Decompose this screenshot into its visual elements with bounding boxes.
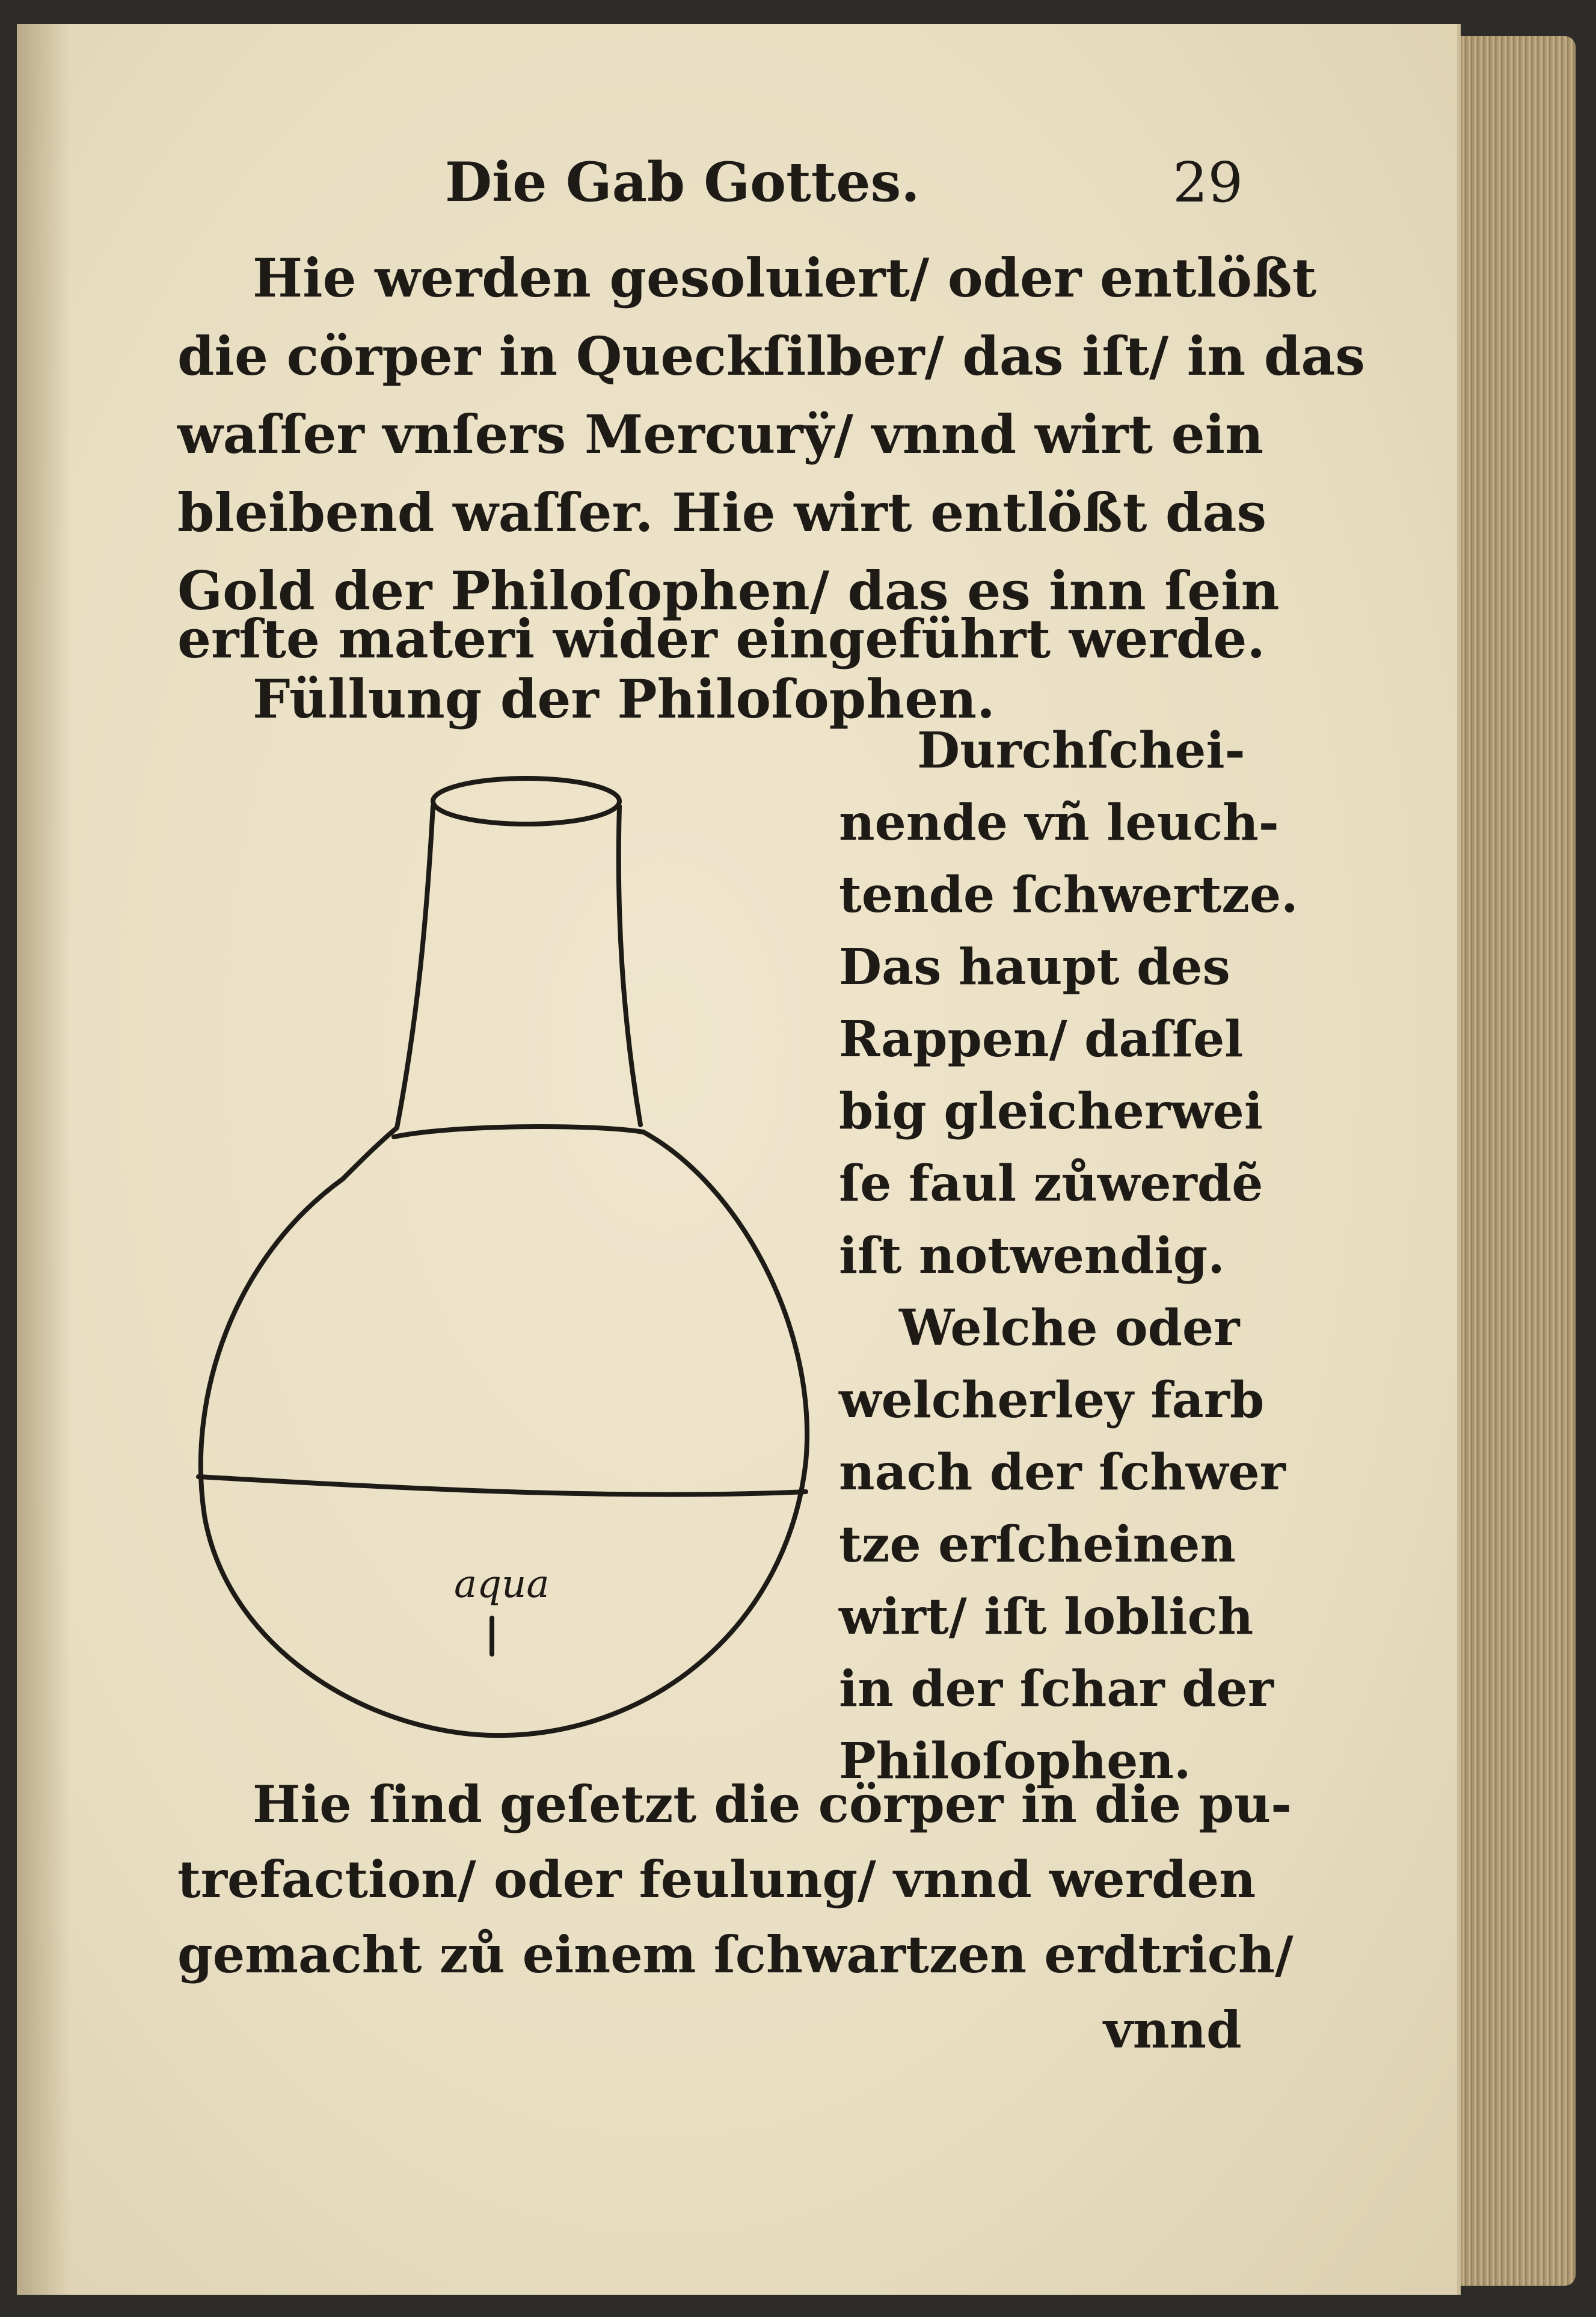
figure-title: Füllung der Philoſophen. xyxy=(253,668,995,730)
side-text-line: Durchſchei- xyxy=(917,722,1245,780)
side-text-line: big gleicherwei xyxy=(839,1083,1263,1140)
side-text-line: Das haupt des xyxy=(839,938,1230,996)
body-line: die cörper in Queckſilber/ das iſt/ in das xyxy=(177,325,1365,387)
body-line: bleibend waſſer. Hie wirt entlößt das xyxy=(177,481,1267,544)
flask-label: aqua xyxy=(454,1562,550,1607)
catchword: vnnd xyxy=(1103,2000,1242,2060)
side-text-line: nende vñ leuch- xyxy=(839,794,1279,852)
side-text-line: welcherley farb xyxy=(839,1371,1265,1429)
side-text-line: tende ſchwertze. xyxy=(839,866,1298,924)
body-line: waſſer vnſers Mercurÿ/ vnnd wirt ein xyxy=(177,403,1264,466)
side-text-line: nach der ſchwer xyxy=(839,1444,1286,1501)
body-line: gemacht zů einem ſchwartzen erdtrich/ xyxy=(177,1925,1294,1984)
body-line: Gold der Philoſophen/ das es inn ſein xyxy=(177,559,1280,622)
body-line: Hie werden gesoluiert/ oder entlößt xyxy=(253,247,1317,309)
page-number: 29 xyxy=(1173,150,1244,215)
side-text-line: iſt notwendig. xyxy=(839,1227,1225,1285)
body-line: trefaction/ oder feulung/ vnnd werden xyxy=(177,1850,1256,1909)
flask-illustration xyxy=(180,764,830,1762)
side-text-line: tze erſcheinen xyxy=(839,1516,1236,1574)
side-text-line: Philoſophen. xyxy=(839,1732,1191,1790)
page-edges xyxy=(1455,36,1576,2286)
running-title: Die Gab Gottes. xyxy=(445,150,920,214)
body-line: erſte materi wider eingeführt werde. xyxy=(177,608,1266,670)
body-line: Hie ſind geſetzt die cörper in die pu- xyxy=(253,1774,1292,1834)
side-text-line: ſe faul zůwerdẽ xyxy=(839,1155,1263,1213)
side-text-line: wirt/ iſt loblich xyxy=(839,1588,1254,1646)
side-text-line: in der ſchar der xyxy=(839,1660,1274,1718)
page-gutter-shadow xyxy=(17,24,71,2295)
side-text-line: Welche oder xyxy=(899,1299,1240,1357)
side-text-line: Rappen/ daſſel xyxy=(839,1011,1244,1068)
